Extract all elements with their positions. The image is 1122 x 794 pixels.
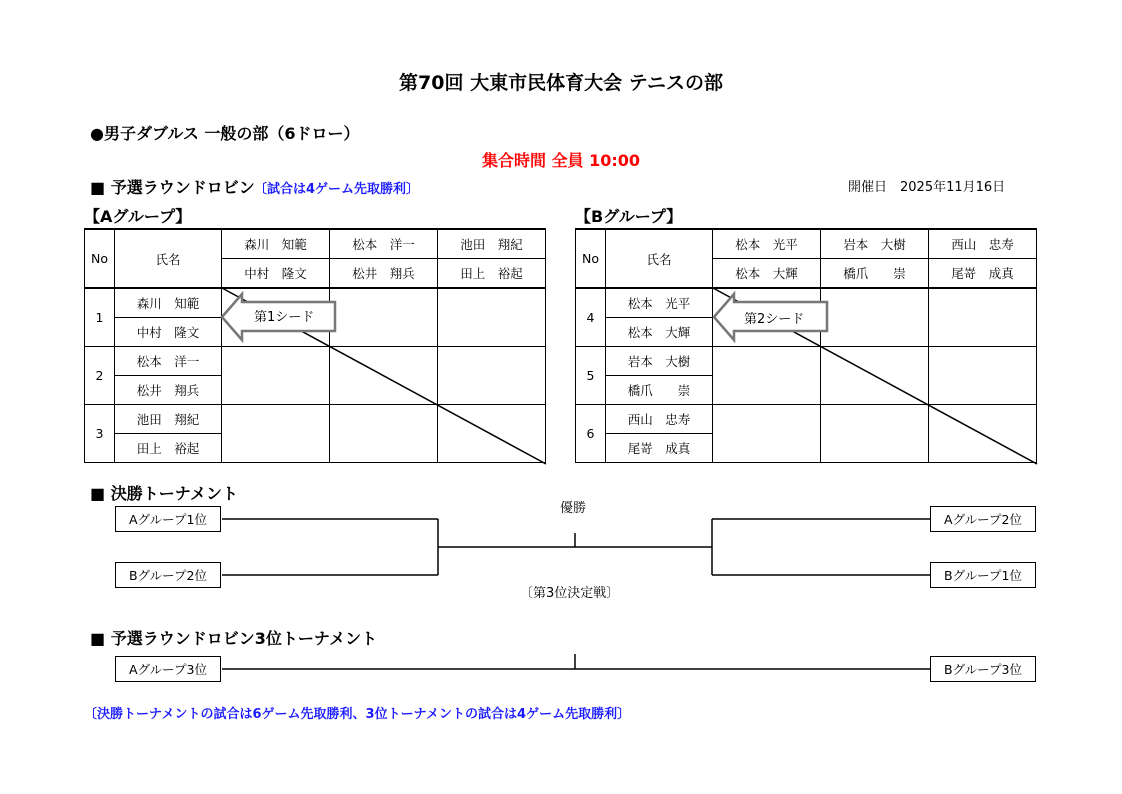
final-heading: ■ 決勝トーナメント <box>90 484 239 503</box>
group-b-label: 【Bグループ】 <box>575 207 683 226</box>
team-player: 尾嵜 成真 <box>606 434 713 463</box>
team-no: 4 <box>576 288 606 347</box>
col-player: 松本 洋一 <box>330 229 438 259</box>
event-title: ●男子ダブルス 一般の部（6ドロー） <box>90 124 360 143</box>
team-player: 池田 翔紀 <box>115 405 222 434</box>
team-no: 1 <box>85 288 115 347</box>
winner-label: 優勝 <box>560 501 587 516</box>
prelim-note: 〔試合は4ゲーム先取勝利〕 <box>254 182 420 197</box>
team-player: 松本 光平 <box>606 288 713 318</box>
footer-note: 〔決勝トーナメントの試合は6ゲーム先取勝利、3位トーナメントの試合は4ゲーム先取勝利〕 <box>84 707 631 722</box>
slot-a1: Aグループ1位 <box>115 506 221 532</box>
group-a-label: 【Aグループ】 <box>84 207 192 226</box>
col-player: 森川 知範 <box>222 229 330 259</box>
team-no: 3 <box>85 405 115 463</box>
slot-b1: Bグループ1位 <box>930 562 1036 588</box>
team-player: 松本 洋一 <box>115 347 222 376</box>
slot-a2: Aグループ2位 <box>930 506 1036 532</box>
col-player: 松井 翔兵 <box>330 259 438 289</box>
no-header: No <box>576 229 606 288</box>
seed-1-label: 第1シード <box>254 310 315 325</box>
team-no: 6 <box>576 405 606 463</box>
team-player: 岩本 大樹 <box>606 347 713 376</box>
team-player: 松本 大輝 <box>606 318 713 347</box>
seed-2-label: 第2シード <box>744 312 805 327</box>
team-no: 2 <box>85 347 115 405</box>
col-player: 橋爪 崇 <box>821 259 929 289</box>
col-player: 尾嵜 成真 <box>929 259 1037 289</box>
col-player: 池田 翔紀 <box>438 229 546 259</box>
team-player: 橋爪 崇 <box>606 376 713 405</box>
assembly-time: 集合時間 全員 10:00 <box>481 151 641 170</box>
no-header: No <box>85 229 115 288</box>
slot-b2: Bグループ2位 <box>115 562 221 588</box>
team-no: 5 <box>576 347 606 405</box>
slot-b3: Bグループ3位 <box>930 656 1036 682</box>
team-player: 松井 翔兵 <box>115 376 222 405</box>
slot-a3: Aグループ3位 <box>115 656 221 682</box>
col-player: 西山 忠寿 <box>929 229 1037 259</box>
col-player: 松本 光平 <box>713 229 821 259</box>
name-header: 氏名 <box>115 229 222 288</box>
col-player: 岩本 大樹 <box>821 229 929 259</box>
team-player: 田上 裕起 <box>115 434 222 463</box>
event-date: 開催日 2025年11月16日 <box>848 180 1006 195</box>
third-place-label: 〔第3位決定戦〕 <box>520 586 620 601</box>
col-player: 田上 裕起 <box>438 259 546 289</box>
page-title: 第70回 大東市民体育大会 テニスの部 <box>399 72 723 94</box>
team-player: 中村 隆文 <box>115 318 222 347</box>
prelim-heading: ■ 予選ラウンドロビン <box>90 178 255 197</box>
team-player: 森川 知範 <box>115 288 222 318</box>
name-header: 氏名 <box>606 229 713 288</box>
third-heading: ■ 予選ラウンドロビン3位トーナメント <box>90 629 378 648</box>
team-player: 西山 忠寿 <box>606 405 713 434</box>
col-player: 松本 大輝 <box>713 259 821 289</box>
col-player: 中村 隆文 <box>222 259 330 289</box>
